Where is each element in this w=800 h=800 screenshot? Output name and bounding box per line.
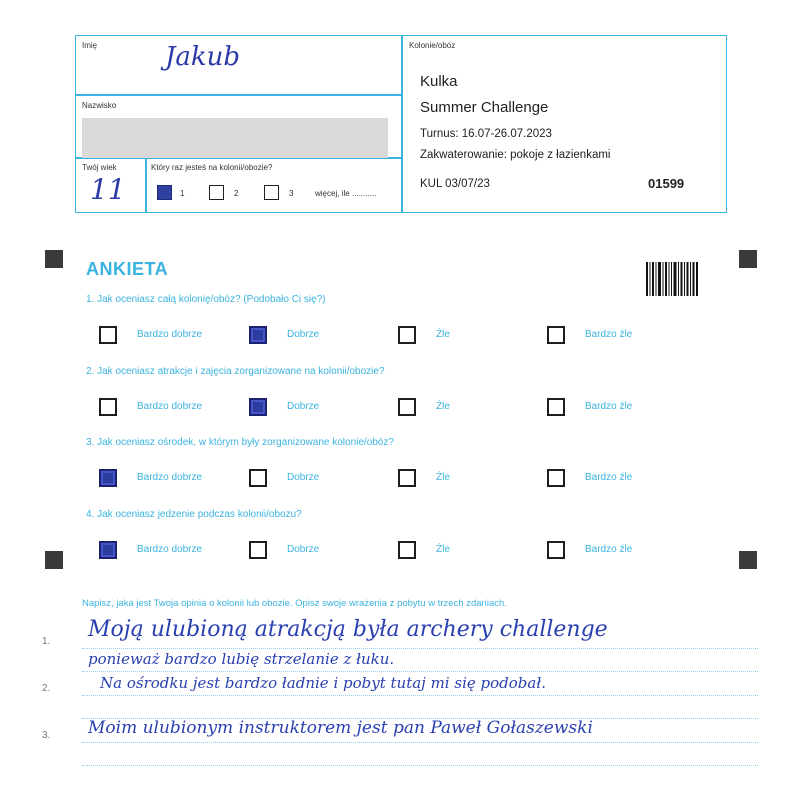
q1-checkbox-zle[interactable]	[398, 326, 416, 344]
q4-option-label: Bardzo źle	[585, 544, 633, 555]
writing-line	[82, 648, 758, 649]
camp-code: KUL 03/07/23	[420, 178, 490, 190]
question-2: 2. Jak oceniasz atrakcje i zajęcia zorganizowane na kolonii/obozie?	[86, 366, 385, 377]
question-3: 3. Jak oceniasz ośrodek, w którym były zorganizowane kolonie/obóz?	[86, 437, 394, 448]
writing-line	[82, 671, 758, 672]
question-1: 1. Jak oceniasz całą kolonię/obóz? (Podobało Ci się?)	[86, 294, 326, 305]
writing-line	[82, 742, 758, 743]
q4-option-label: Bardzo dobrze	[137, 544, 203, 555]
registration-marker	[45, 551, 63, 569]
q4-option-label: Dobrze	[287, 544, 320, 555]
q3-checkbox-dobrze[interactable]	[249, 469, 267, 487]
camp-subtitle: Summer Challenge	[420, 99, 549, 116]
camp-label: Kolonie/obóz	[409, 41, 456, 50]
line-number-2: 2.	[42, 683, 51, 694]
header-col-divider	[145, 157, 147, 213]
times-more-label: więcej, ile ...........	[315, 189, 377, 198]
times-option-1: 1	[180, 189, 185, 198]
registration-marker	[45, 250, 63, 268]
opinion-line-1[interactable]: Moją ulubioną atrakcją była archery challenge	[88, 617, 608, 642]
q2-checkbox-zle[interactable]	[398, 398, 416, 416]
question-4: 4. Jak oceniasz jedzenie podczas kolonii/obozu?	[86, 509, 302, 520]
last-name-redacted[interactable]	[82, 118, 388, 158]
q3-option-label: Bardzo dobrze	[137, 472, 203, 483]
q1-option-label: Dobrze	[287, 329, 320, 340]
q2-option-label: Bardzo źle	[585, 401, 633, 412]
header-divider	[401, 35, 403, 213]
q3-option-label: Dobrze	[287, 472, 320, 483]
times-label: Który raz jesteś na kolonii/obozie?	[151, 163, 273, 172]
accommodation: Zakwaterowanie: pokoje z łazienkami	[420, 149, 611, 161]
age-value[interactable]: 11	[90, 173, 126, 206]
q2-option-label: Bardzo dobrze	[137, 401, 203, 412]
opinion-line-4[interactable]: Moim ulubionym instruktorem jest pan Paweł Gołaszewski	[88, 718, 593, 738]
q2-checkbox-bardzo-dobrze[interactable]	[99, 398, 117, 416]
first-name-label: Imię	[82, 41, 98, 50]
last-name-label: Nazwisko	[82, 101, 117, 110]
q1-checkbox-dobrze[interactable]	[249, 326, 267, 344]
opinion-instruction: Napisz, jaka jest Twoja opinia o kolonii lub obozie. Opisz swoje wrażenia z pobytu w trzech zdaniach.	[82, 598, 507, 609]
q4-checkbox-dobrze[interactable]	[249, 541, 267, 559]
q4-option-label: Źle	[436, 544, 450, 555]
q3-checkbox-bardzo-zle[interactable]	[547, 469, 565, 487]
first-name-value[interactable]: Jakub	[165, 42, 241, 72]
q2-option-label: Źle	[436, 401, 450, 412]
times-checkbox-3[interactable]	[264, 185, 279, 200]
writing-line	[82, 695, 758, 696]
q3-option-label: Bardzo źle	[585, 472, 633, 483]
registration-marker	[739, 551, 757, 569]
line-number-3: 3.	[42, 730, 51, 741]
line-number-1: 1.	[42, 636, 51, 647]
q3-checkbox-bardzo-dobrze[interactable]	[99, 469, 117, 487]
camp-name: Kulka	[420, 73, 458, 90]
header-row-divider	[75, 94, 402, 96]
times-checkbox-1[interactable]	[157, 185, 172, 200]
age-label: Twój wiek	[82, 163, 117, 172]
registration-marker	[739, 250, 757, 268]
q2-option-label: Dobrze	[287, 401, 320, 412]
writing-line	[82, 765, 758, 766]
q3-option-label: Źle	[436, 472, 450, 483]
barcode	[646, 262, 698, 296]
survey-title: ANKIETA	[86, 259, 169, 279]
turnus-dates: Turnus: 16.07-26.07.2023	[420, 128, 552, 140]
times-option-3: 3	[289, 189, 294, 198]
q4-checkbox-zle[interactable]	[398, 541, 416, 559]
q1-checkbox-bardzo-zle[interactable]	[547, 326, 565, 344]
q1-option-label: Bardzo źle	[585, 329, 633, 340]
q4-checkbox-bardzo-dobrze[interactable]	[99, 541, 117, 559]
q2-checkbox-dobrze[interactable]	[249, 398, 267, 416]
opinion-line-3[interactable]: Na ośrodku jest bardzo ładnie i pobyt tutaj mi się podobał.	[100, 674, 546, 692]
times-option-2: 2	[234, 189, 239, 198]
q3-checkbox-zle[interactable]	[398, 469, 416, 487]
q1-option-label: Bardzo dobrze	[137, 329, 203, 340]
q1-checkbox-bardzo-dobrze[interactable]	[99, 326, 117, 344]
q2-checkbox-bardzo-zle[interactable]	[547, 398, 565, 416]
q4-checkbox-bardzo-zle[interactable]	[547, 541, 565, 559]
opinion-line-2[interactable]: ponieważ bardzo lubię strzelanie z łuku.	[88, 650, 395, 668]
q1-option-label: Źle	[436, 329, 450, 340]
form-number: 01599	[648, 176, 685, 191]
times-checkbox-2[interactable]	[209, 185, 224, 200]
